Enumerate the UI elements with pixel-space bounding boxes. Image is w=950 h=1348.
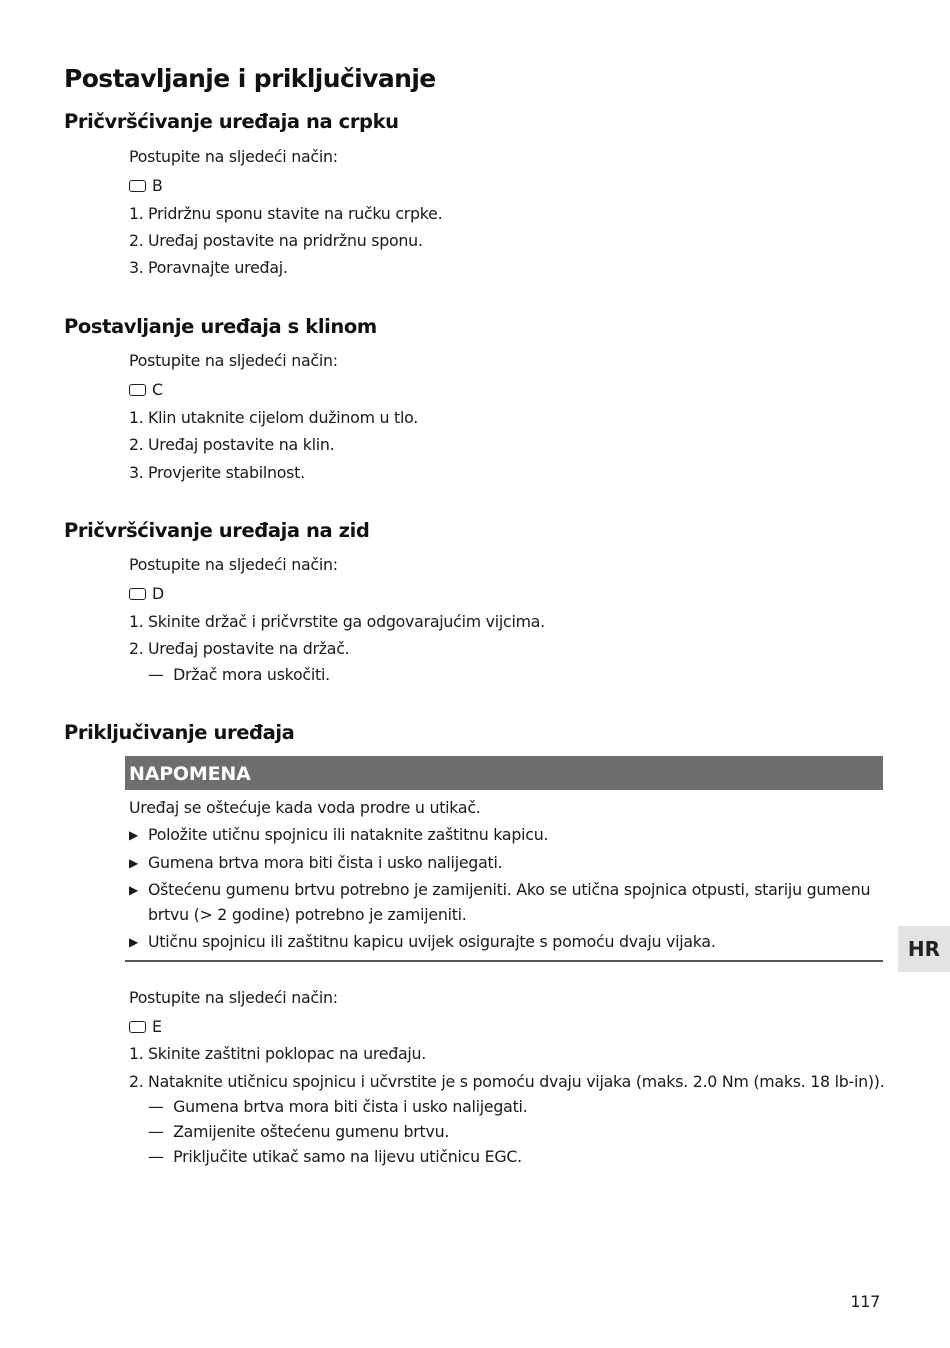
step-item: [129, 435, 334, 454]
sub-result-item: [148, 1147, 522, 1166]
section-intro: Postupite na sljedeći način:: [129, 147, 338, 166]
sub-result-item: [148, 1122, 449, 1141]
note-bullet-text: Položite utičnu spojnicu ili nataknite zaštitnu kapicu.: [148, 825, 549, 844]
page-number: 117: [850, 1292, 880, 1311]
step-text: Klin utaknite cijelom dužinom u tlo.: [148, 408, 419, 427]
figure-icon: [129, 1021, 146, 1033]
note-bullet: [129, 880, 870, 899]
triangle-right-icon: ▶: [129, 856, 138, 870]
step-text: Skinite zaštitni poklopac na uređaju.: [148, 1044, 427, 1063]
step-text: Uređaj postavite na držač.: [148, 639, 350, 658]
section-heading-wall: Pričvršćivanje uređaja na zid: [64, 519, 370, 542]
note-bullet: [129, 853, 502, 872]
step-item: [129, 231, 423, 250]
step-item: [129, 463, 305, 482]
figure-label: C: [152, 380, 163, 399]
note-divider: [125, 960, 883, 962]
dash-glyph: —: [148, 1097, 164, 1116]
section-heading-pump: Pričvršćivanje uređaja na crpku: [64, 110, 399, 133]
triangle-right-icon: ▶: [129, 935, 138, 949]
language-tab: HR: [898, 926, 950, 972]
figure-icon: [129, 384, 146, 396]
figure-reference: [129, 380, 163, 399]
figure-icon: [129, 588, 146, 600]
step-number: 2.: [129, 639, 144, 658]
sub-result-text: Držač mora uskočiti.: [173, 665, 330, 684]
note-bullet: [129, 825, 548, 844]
step-item: [129, 639, 349, 658]
sub-result-item: [148, 665, 330, 684]
step-number: 2.: [129, 435, 144, 454]
step-text: Uređaj postavite na pridržnu sponu.: [148, 231, 423, 250]
section-heading-stake: Postavljanje uređaja s klinom: [64, 315, 377, 338]
dash-glyph: —: [148, 1147, 164, 1166]
step-number: 3.: [129, 258, 144, 277]
figure-reference: [129, 176, 163, 195]
sub-result-item: [148, 1097, 527, 1116]
step-text: Pridržnu sponu stavite na ručku crpke.: [148, 204, 443, 223]
note-bullet-text: Utičnu spojnicu ili zaštitnu kapicu uvijek osigurajte s pomoću dvaju vijaka.: [148, 932, 716, 951]
step-item: [129, 258, 288, 277]
step-item: [129, 1044, 426, 1063]
step-item: [129, 1072, 885, 1091]
step-item: [129, 612, 545, 631]
sub-result-text: Gumena brtva mora biti čista i usko nalijegati.: [173, 1097, 528, 1116]
sub-result-text: Zamijenite oštećenu gumenu brtvu.: [173, 1122, 450, 1141]
step-text: Skinite držač i pričvrstite ga odgovarajućim vijcima.: [148, 612, 545, 631]
page-title: Postavljanje i priključivanje: [64, 64, 436, 93]
step-text: Uređaj postavite na klin.: [148, 435, 335, 454]
step-item: [129, 408, 418, 427]
note-text: Uređaj se oštećuje kada voda prodre u utikač.: [129, 798, 481, 817]
step-text: Poravnajte uređaj.: [148, 258, 288, 277]
note-bullet-text: Gumena brtva mora biti čista i usko nalijegati.: [148, 853, 503, 872]
step-number: 2.: [129, 1072, 144, 1091]
section-intro: Postupite na sljedeći način:: [129, 988, 338, 1007]
figure-reference: [129, 584, 164, 603]
step-number: 1.: [129, 1044, 144, 1063]
triangle-right-icon: ▶: [129, 883, 138, 897]
figure-icon: [129, 180, 146, 192]
note-bullet-text: Oštećenu gumenu brtvu potrebno je zamijeniti. Ako se utična spojnica otpusti, stariju gumenu: [148, 880, 871, 899]
dash-glyph: —: [148, 665, 164, 684]
step-text: Nataknite utičnicu spojnicu i učvrstite je s pomoću dvaju vijaka (maks. 2.0 Nm (maks. 18 lb-in)).: [148, 1072, 885, 1091]
note-bullet-continuation: brtvu (> 2 godine) potrebno je zamijeniti.: [148, 905, 467, 924]
dash-glyph: —: [148, 1122, 164, 1141]
figure-reference: [129, 1017, 162, 1036]
step-number: 3.: [129, 463, 144, 482]
section-intro: Postupite na sljedeći način:: [129, 351, 338, 370]
step-item: [129, 204, 442, 223]
note-header: NAPOMENA: [125, 756, 883, 790]
figure-label: D: [152, 584, 164, 603]
step-number: 1.: [129, 612, 144, 631]
step-number: 2.: [129, 231, 144, 250]
step-text: Provjerite stabilnost.: [148, 463, 305, 482]
section-heading-connect: Priključivanje uređaja: [64, 721, 295, 744]
sub-result-text: Priključite utikač samo na lijevu utičnicu EGC.: [173, 1147, 522, 1166]
note-bullet: [129, 932, 716, 951]
step-number: 1.: [129, 204, 144, 223]
step-number: 1.: [129, 408, 144, 427]
triangle-right-icon: ▶: [129, 828, 138, 842]
figure-label: B: [152, 176, 163, 195]
figure-label: E: [152, 1017, 162, 1036]
section-intro: Postupite na sljedeći način:: [129, 555, 338, 574]
